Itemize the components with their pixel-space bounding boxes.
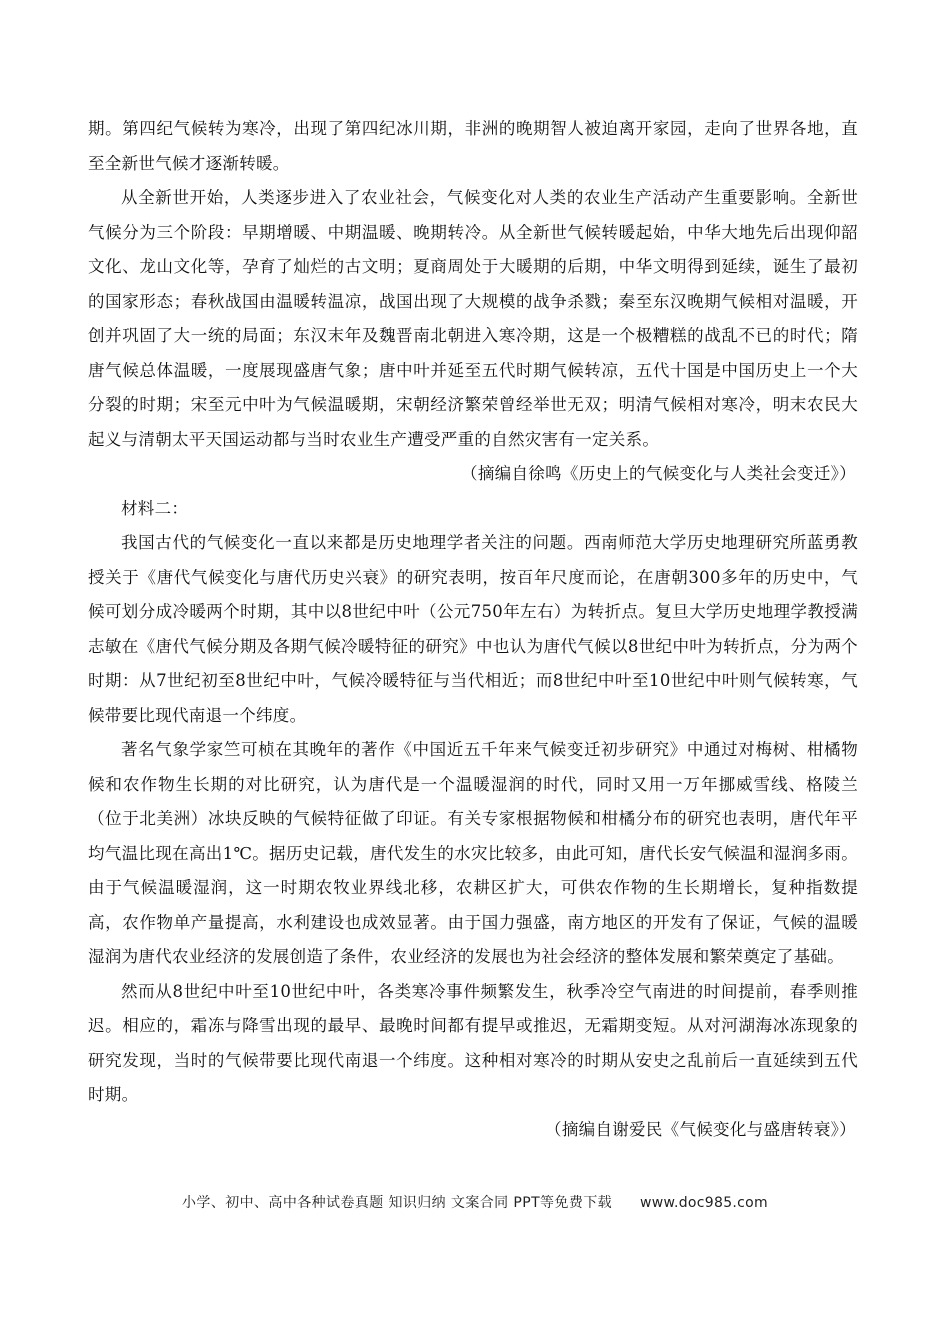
- paragraph-holocene-climate: 从全新世开始，人类逐步进入了农业社会，气候变化对人类的农业生产活动产生重要影响。全新世气候分为三个阶段：早期增暖、中期温暖、晚期转冷。从全新世气候转暖起始，中华大地先后出现仰韶文化、龙山文化等，孕育了灿烂的古文明；夏商周处于大暖期的后期，中华文明得到延续，诞生了最初的国家形态；春秋战国由温暖转温凉，战国出现了大规模的战争杀戮；秦至东汉晚期气候相对温暖，开创并巩固了大一统的局面；东汉末年及魏晋南北朝进入寒冷期，这是一个极糟糕的战乱不已的时代；隋唐气候总体温暖，一度展现盛唐气象；唐中叶并延至五代时期气候转凉，五代十国是中国历史上一个大分裂的时期；宋至元中叶为气候温暖期，宋朝经济繁荣曾经举世无双；明清气候相对寒冷，明末农民大起义与清朝太平天国运动都与当时农业生产遭受严重的自然灾害有一定关系。: [88, 188, 858, 449]
- document-body: [88, 112, 858, 1147]
- paragraph-cold-events: 然而从8世纪中叶至10世纪中叶，各类寒冷事件频繁发生，秋季冷空气南进的时间提前，春季则推迟。相应的，霜冻与降雪出现的最早、最晚时间都有提早或推迟，无霜期变短。从对河湖海冰冻现象的研究发现，当时的气候带要比现代南退一个纬度。这种相对寒冷的时期从安史之乱前后一直延续到五代时期。: [88, 981, 858, 1104]
- section-label-material-two: 材料二：: [121, 498, 189, 518]
- page-footer: [0, 1192, 950, 1212]
- source-citation-1: （摘编自徐鸣《历史上的气候变化与人类社会变迁》）: [461, 464, 856, 483]
- footer-text: 小学、初中、高中各种试卷真题 知识归纳 文案合同 PPT等免费下载: [182, 1195, 613, 1211]
- paragraph-continuation: 期。第四纪气候转为寒冷，出现了第四纪冰川期，非洲的晚期智人被迫离开家园，走向了世界各地，直至全新世气候才逐渐转暖。: [88, 119, 858, 173]
- paragraph-tang-climate-study: 我国古代的气候变化一直以来都是历史地理学者关注的问题。西南师范大学历史地理研究所蓝勇教授关于《唐代气候变化与唐代历史兴衰》的研究表明，按百年尺度而论，在唐朝300多年的历史中，气候可划分成冷暖两个时期，其中以8世纪中叶（公元750年左右）为转折点。复旦大学历史地理学教授满志敏在《唐代气候分期及各期气候冷暖特征的研究》中也认为唐代气候以8世纪中叶为转折点，分为两个时期：从7世纪初至8世纪中叶，气候冷暖特征与当代相近；而8世纪中叶至10世纪中叶则气候转寒，气候带要比现代南退一个纬度。: [88, 533, 858, 725]
- paragraph-zhu-kezhen-research: 著名气象学家竺可桢在其晚年的著作《中国近五千年来气候变迁初步研究》中通过对梅树、柑橘物候和农作物生长期的对比研究，认为唐代是一个温暖湿润的时代，同时又用一万年挪威雪线、格陵兰（位于北美洲）冰块反映的气候特征做了印证。有关专家根据物候和柑橘分布的研究也表明，唐代年平均气温比现在高出1℃。据历史记载，唐代发生的水灾比较多，由此可知，唐代长安气候温和湿润多雨。由于气候温暖湿润，这一时期农牧业界线北移，农耕区扩大，可供农作物的生长期增长，复种指数提高，农作物单产量提高，水利建设也成效显著。由于国力强盛，南方地区的开发有了保证，气候的温暖湿润为唐代农业经济的发展创造了条件，农业经济的发展也为社会经济的整体发展和繁荣奠定了基础。: [88, 740, 858, 966]
- footer-link[interactable]: www.doc985.com: [640, 1195, 768, 1211]
- source-citation-2: （摘编自谢爱民《气候变化与盛唐转衰》）: [545, 1119, 856, 1139]
